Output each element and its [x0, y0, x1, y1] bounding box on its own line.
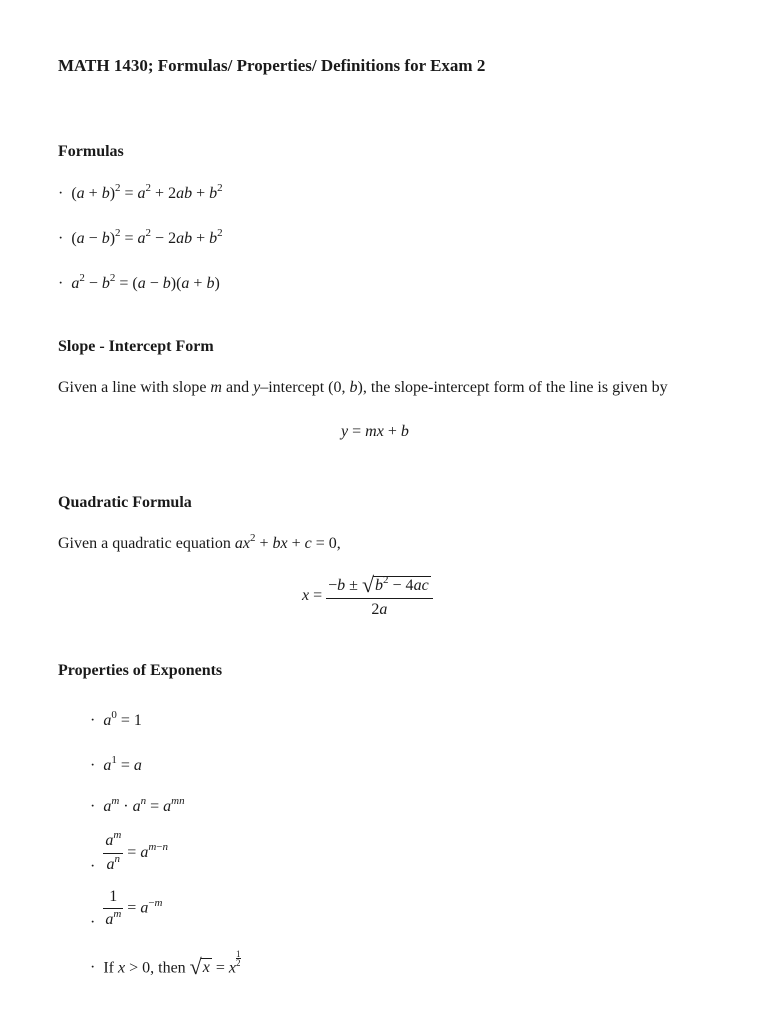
- slope-intercept-equation: y = mx + b: [341, 423, 409, 440]
- quadratic-formula: x = $\frac{-b \pm √b^2 - 4ac}{2a}$: [302, 572, 433, 621]
- formula-square-of-sum: · $(a + b)^2 = a^2 + 2ab + b^2$: [58, 182, 223, 202]
- slope-intercept-heading: Slope - Intercept Form: [58, 338, 214, 355]
- quadratic-fraction: $\frac{-b \pm √b^2 - 4ac}{2a}$: [326, 572, 433, 621]
- slope-intercept-description: Given a line with slope m and y–intercept (0, b), the slope-intercept form of the line is given by: [58, 379, 668, 396]
- bullet: ·: [90, 959, 96, 977]
- formula-square-of-difference: · $(a - b)^2 = a^2 - 2ab + b^2$: [58, 227, 223, 247]
- formulas-heading: Formulas: [58, 143, 124, 160]
- bullet: ·: [90, 913, 96, 931]
- formula-difference-of-squares: · $a^2 - b^2 = (a - b)(a + b)$: [58, 272, 220, 292]
- exponent-one: · $a^1 = a$: [90, 754, 142, 774]
- exponents-heading: Properties of Exponents: [58, 662, 223, 679]
- bullet: ·: [90, 712, 96, 729]
- quadratic-heading: Quadratic Formula: [58, 494, 192, 511]
- bullet: ·: [58, 230, 64, 247]
- page-title: MATH 1430; Formulas/ Properties/ Definitions for Exam 2: [58, 56, 486, 75]
- exponent-product: · $a^m \cdot a^n = a^{mn}$: [90, 795, 185, 815]
- bullet: ·: [90, 798, 96, 815]
- bullet: ·: [90, 858, 96, 876]
- quadratic-description: Given a quadratic equation $ax^2$ + bx + c = 0,: [58, 532, 341, 552]
- bullet: ·: [58, 275, 64, 292]
- exponent-zero: · $a^0 = 1$: [90, 709, 142, 729]
- exponent-root: · If x > 0, then √x = x $\frac{1}{2}$: [90, 949, 241, 980]
- bullet: ·: [90, 757, 96, 774]
- exponent-negative: · $\frac{1}{a^m}$ = $a^{-m}$: [90, 888, 163, 931]
- exponent-quotient: · $\frac{a^m}{a^n}$ = $a^{m-n}$: [90, 829, 168, 876]
- bullet: ·: [58, 185, 64, 202]
